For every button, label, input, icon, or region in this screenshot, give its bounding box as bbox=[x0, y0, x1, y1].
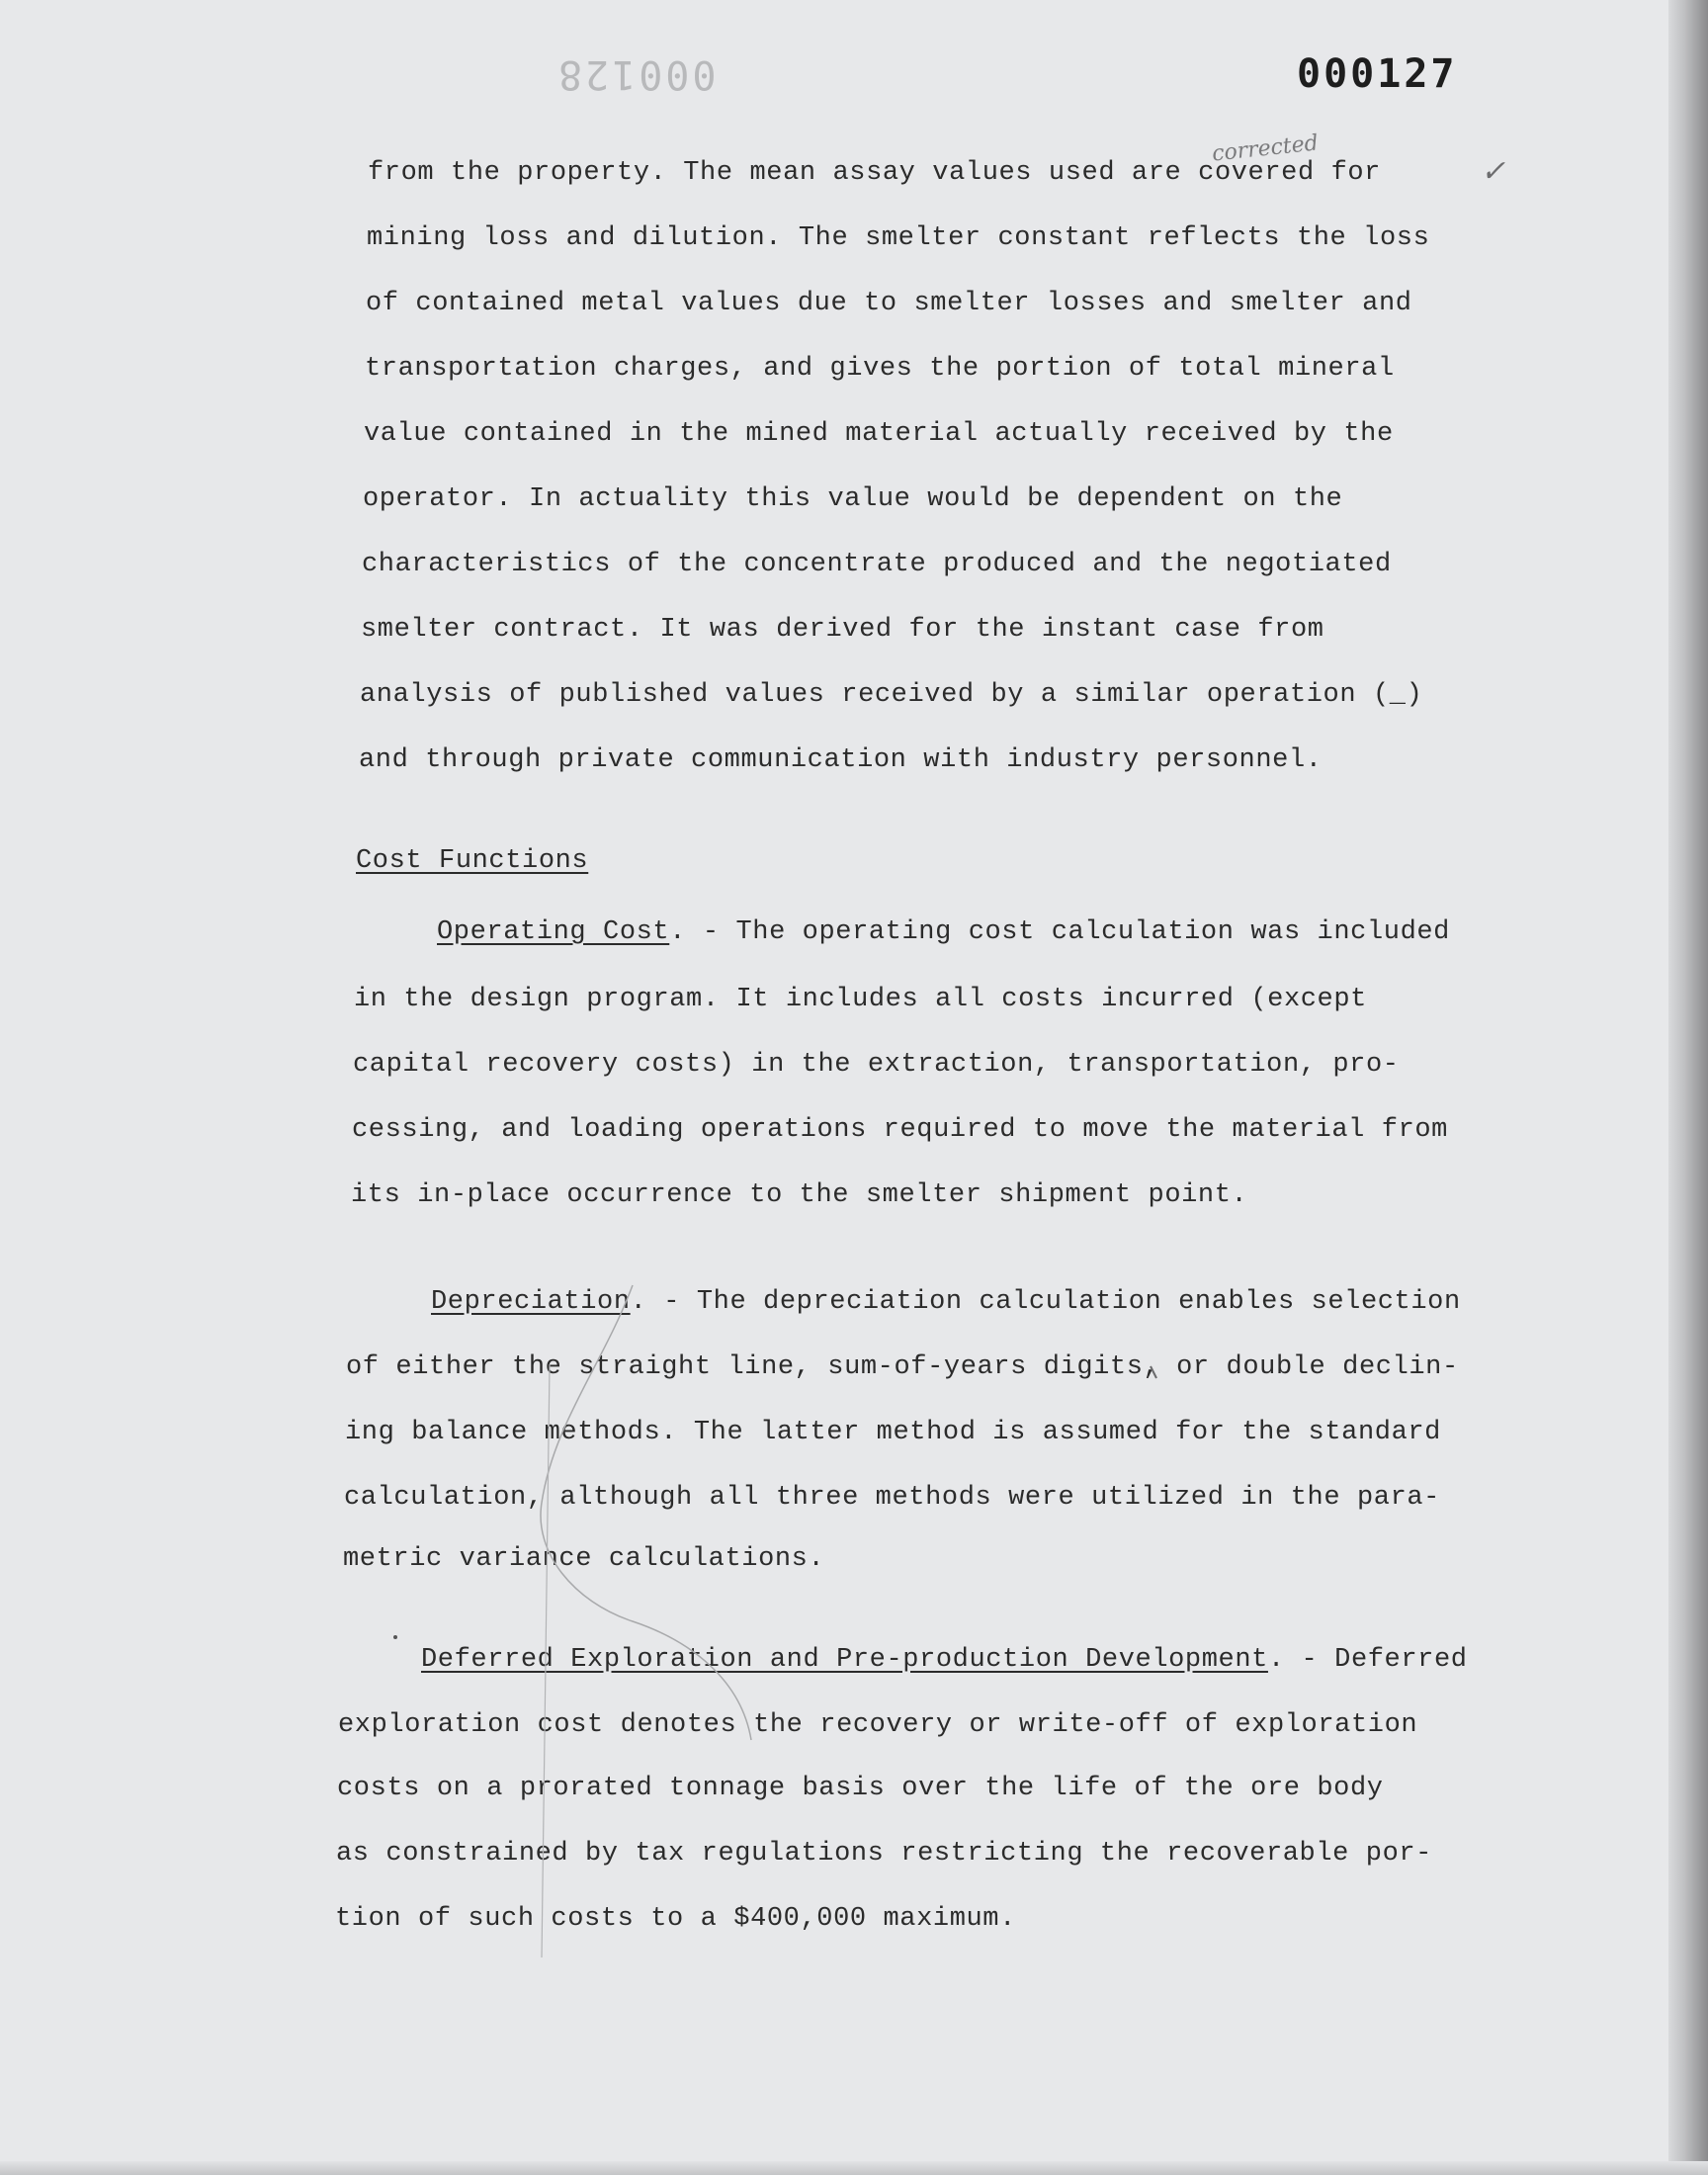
paragraph1-line-6: operator. In actuality this value would be dependent on the bbox=[363, 484, 1343, 514]
paragraph1-line-2: mining loss and dilution. The smelter constant reflects the loss bbox=[367, 223, 1430, 253]
pencil-line-mark bbox=[542, 1364, 550, 1958]
deferred-line-5: tion of such costs to a $400,000 maximum. bbox=[335, 1904, 1016, 1934]
depreciation-line-2: of either the straight line, sum-of-years digits, or double declin- bbox=[346, 1352, 1459, 1382]
paragraph1-line-7: characteristics of the concentrate produced and the negotiated bbox=[362, 550, 1392, 579]
paragraph1-line-9: analysis of published values received by a similar operation (_) bbox=[360, 680, 1423, 710]
paragraph1-line-8: smelter contract. It was derived for the instant case from bbox=[361, 615, 1324, 645]
section-heading-text: Cost Functions bbox=[356, 846, 589, 876]
page-number-bleed-through: 000128 bbox=[555, 51, 717, 97]
depreciation-line-5: metric variance calculations. bbox=[343, 1544, 825, 1574]
line-text: from the property. The mean assay values used are bbox=[368, 158, 1199, 188]
paragraph1-line-5: value contained in the mined material actually received by the bbox=[364, 419, 1394, 449]
depreciation-line-4: calculation, although all three methods were utilized in the para- bbox=[344, 1483, 1440, 1513]
deferred-line-3: costs on a prorated tonnage basis over the life of the ore body bbox=[337, 1774, 1384, 1803]
line-text: . - The depreciation calculation enables selection bbox=[630, 1287, 1461, 1317]
subheading-depreciation: Depreciation bbox=[431, 1287, 631, 1317]
page-number: 000127 bbox=[1297, 51, 1458, 97]
pencil-dot-mark bbox=[393, 1635, 397, 1639]
operating-cost-line-3: capital recovery costs) in the extraction, transportation, pro- bbox=[353, 1050, 1400, 1080]
operating-cost-line-5: its in-place occurrence to the smelter shipment point. bbox=[351, 1180, 1248, 1210]
handwritten-correction: corrected bbox=[1210, 130, 1320, 167]
line-text: for bbox=[1314, 158, 1381, 188]
line-text: . - The operating cost calculation was included bbox=[669, 917, 1450, 947]
deferred-line-4: as constrained by tax regulations restricting the recoverable por- bbox=[336, 1839, 1432, 1869]
line-text: . - Deferred bbox=[1267, 1645, 1468, 1675]
pencil-curve-mark bbox=[541, 1285, 751, 1740]
subheading-deferred-exploration: Deferred Exploration and Pre-production Development bbox=[421, 1645, 1268, 1675]
pencil-comma-mark bbox=[1151, 1366, 1156, 1378]
corrected-word: covered bbox=[1198, 158, 1315, 188]
paragraph1-line-3: of contained metal values due to smelter losses and smelter and bbox=[366, 289, 1412, 318]
operating-cost-line-2: in the design program. It includes all costs incurred (except bbox=[354, 985, 1367, 1014]
depreciation-line-3: ing balance methods. The latter method is assumed for the standard bbox=[345, 1418, 1441, 1447]
paragraph1-line-4: transportation charges, and gives the portion of total mineral bbox=[365, 354, 1395, 384]
check-mark: ✓ bbox=[1481, 154, 1506, 189]
paragraph1-line-10: and through private communication with industry personnel. bbox=[359, 745, 1323, 775]
deferred-line-2: exploration cost denotes the recovery or write-off of exploration bbox=[338, 1710, 1418, 1740]
subheading-operating-cost: Operating Cost bbox=[437, 917, 670, 947]
operating-cost-line-4: cessing, and loading operations required to move the material from bbox=[352, 1115, 1448, 1145]
